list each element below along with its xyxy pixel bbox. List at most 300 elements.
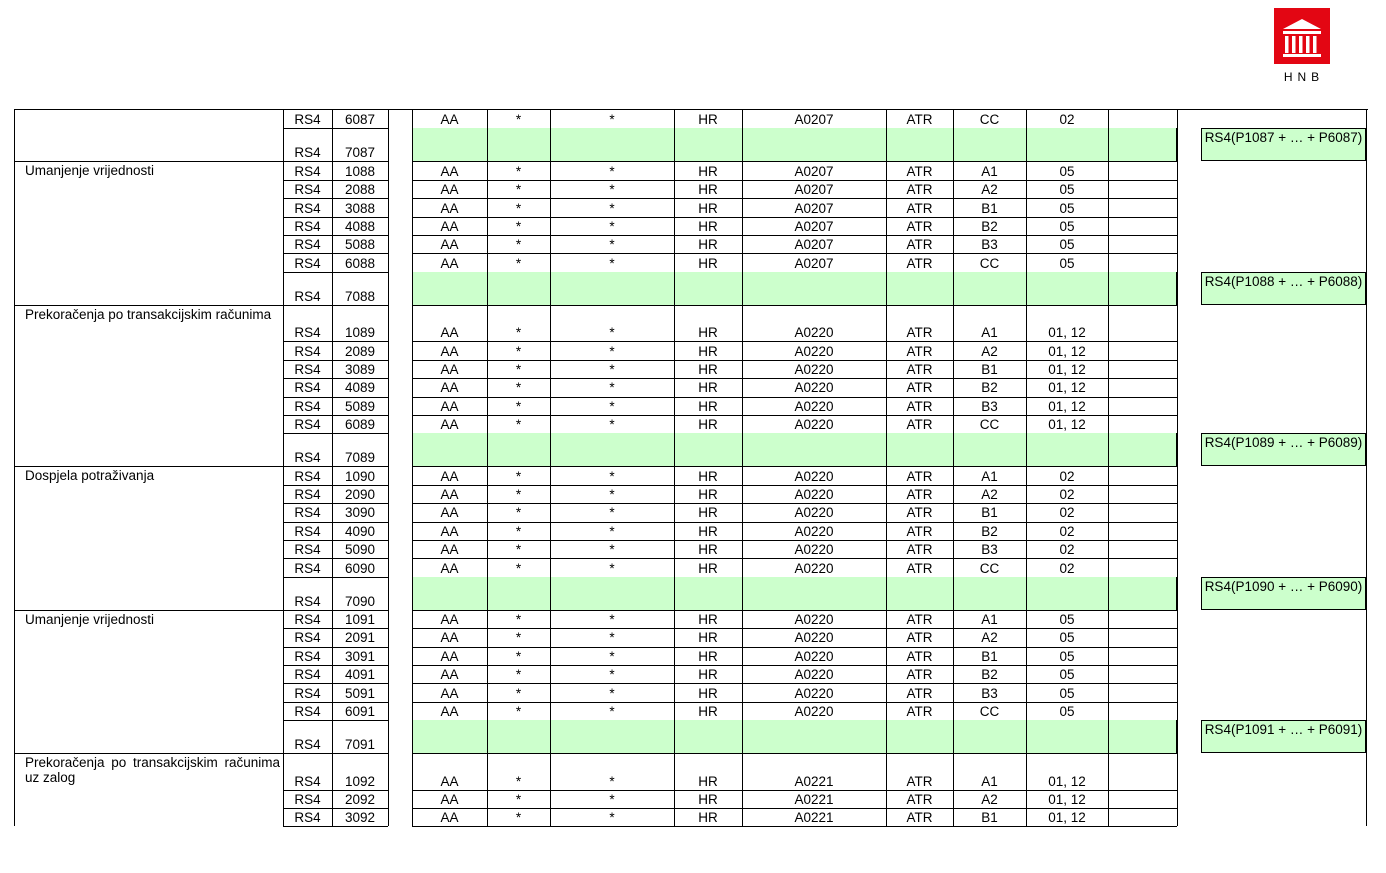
attribute-cell xyxy=(487,558,550,576)
report-code: RS4 xyxy=(294,343,321,359)
report-code-cell xyxy=(283,610,332,628)
attribute-value: * xyxy=(609,648,615,664)
attribute-cell xyxy=(742,647,886,665)
attribute-cell xyxy=(674,466,742,484)
attribute-cell xyxy=(412,665,487,683)
total-row-cell xyxy=(886,433,953,466)
attribute-value: B1 xyxy=(981,505,998,521)
table-vertical-line xyxy=(953,110,954,826)
report-code-cell xyxy=(283,433,332,466)
attribute-cell xyxy=(412,217,487,235)
attribute-cell xyxy=(953,522,1026,540)
attribute-cell xyxy=(1026,378,1108,396)
attribute-cell xyxy=(487,397,550,415)
position-cell xyxy=(332,503,388,521)
attribute-cell xyxy=(953,790,1026,808)
row-group-label xyxy=(14,110,280,161)
total-row-cell xyxy=(886,272,953,305)
attribute-cell xyxy=(487,217,550,235)
attribute-value: HR xyxy=(698,523,718,539)
report-code: RS4 xyxy=(294,593,321,609)
attribute-cell xyxy=(412,503,487,521)
attribute-value: 05 xyxy=(1059,667,1075,683)
attribute-value: A0207 xyxy=(794,112,834,128)
attribute-value: A0220 xyxy=(794,343,834,359)
attribute-cell xyxy=(550,341,674,359)
total-row-cell xyxy=(674,128,742,161)
sum-formula: RS4(P1088 + … + P6088) xyxy=(1201,272,1366,305)
total-row-cell xyxy=(412,577,487,610)
attribute-cell xyxy=(953,808,1026,826)
attribute-value: * xyxy=(609,325,615,341)
report-code-cell xyxy=(283,577,332,610)
attribute-cell xyxy=(1026,540,1108,558)
attribute-cell xyxy=(412,397,487,415)
attribute-value: * xyxy=(609,163,615,179)
table-vertical-line xyxy=(332,110,333,826)
attribute-value: ATR xyxy=(906,612,933,628)
attribute-cell xyxy=(487,360,550,378)
report-code-cell xyxy=(283,628,332,646)
attribute-value: * xyxy=(609,218,615,234)
attribute-value: * xyxy=(515,542,522,558)
attribute-value: * xyxy=(515,704,522,720)
attribute-value: A0221 xyxy=(794,773,834,789)
attribute-value: A2 xyxy=(981,791,998,807)
attribute-cell xyxy=(550,647,674,665)
total-row-cell xyxy=(953,433,1026,466)
attribute-cell xyxy=(412,341,487,359)
attribute-cell xyxy=(550,610,674,628)
attribute-value: AA xyxy=(440,182,459,198)
report-code-cell xyxy=(283,665,332,683)
attribute-cell xyxy=(674,305,742,342)
attribute-cell xyxy=(886,808,953,826)
attribute-value: ATR xyxy=(906,523,933,539)
empty-cell xyxy=(1108,378,1177,396)
empty-cell xyxy=(1108,360,1177,378)
position-cell xyxy=(332,180,388,198)
attribute-value: HR xyxy=(698,200,718,216)
attribute-value: HR xyxy=(698,343,718,359)
attribute-cell xyxy=(674,378,742,396)
attribute-value: A0220 xyxy=(794,468,834,484)
empty-cell xyxy=(1108,235,1177,253)
position-cell xyxy=(332,540,388,558)
attribute-cell xyxy=(487,341,550,359)
attribute-cell xyxy=(953,610,1026,628)
report-code-cell xyxy=(283,683,332,701)
attribute-value: AA xyxy=(440,325,459,341)
total-row-cell xyxy=(550,272,674,305)
attribute-cell xyxy=(742,360,886,378)
attribute-cell xyxy=(953,628,1026,646)
attribute-value: A0220 xyxy=(794,685,834,701)
table-vertical-line xyxy=(674,110,675,826)
position-cell xyxy=(332,433,388,466)
attribute-value: B2 xyxy=(981,218,998,234)
attribute-cell xyxy=(953,558,1026,576)
attribute-cell xyxy=(412,415,487,433)
empty-cell xyxy=(1108,610,1177,628)
attribute-cell xyxy=(412,235,487,253)
attribute-cell xyxy=(487,180,550,198)
attribute-cell xyxy=(953,702,1026,720)
total-row-cell xyxy=(742,272,886,305)
attribute-value: * xyxy=(609,685,615,701)
attribute-cell xyxy=(953,647,1026,665)
attribute-cell xyxy=(1026,503,1108,521)
report-code: RS4 xyxy=(294,398,321,414)
report-code-cell xyxy=(283,720,332,753)
attribute-value: A2 xyxy=(981,343,998,359)
attribute-cell xyxy=(412,161,487,179)
position-number: 4089 xyxy=(344,380,376,396)
attribute-value: AA xyxy=(440,255,459,271)
attribute-value: HR xyxy=(698,773,718,789)
total-row-cell xyxy=(412,128,487,161)
total-row-cell xyxy=(886,128,953,161)
attribute-value: HR xyxy=(698,791,718,807)
attribute-value: HR xyxy=(698,398,718,414)
attribute-cell xyxy=(886,628,953,646)
attribute-cell xyxy=(886,253,953,271)
report-code-cell xyxy=(283,161,332,179)
attribute-cell xyxy=(487,522,550,540)
attribute-cell xyxy=(886,503,953,521)
total-row-cell xyxy=(674,577,742,610)
attribute-value: 01, 12 xyxy=(1048,398,1086,414)
attribute-cell xyxy=(742,665,886,683)
attribute-cell xyxy=(550,466,674,484)
position-number: 6089 xyxy=(344,417,376,433)
attribute-value: B1 xyxy=(981,362,998,378)
attribute-value: A0207 xyxy=(794,255,834,271)
attribute-value: HR xyxy=(698,542,718,558)
attribute-value: * xyxy=(515,505,522,521)
attribute-value: A0220 xyxy=(794,505,834,521)
attribute-value: CC xyxy=(979,112,1000,128)
attribute-cell xyxy=(674,360,742,378)
attribute-value: AA xyxy=(440,667,459,683)
attribute-cell xyxy=(886,558,953,576)
attribute-cell xyxy=(412,753,487,790)
attribute-value: 02 xyxy=(1059,487,1075,503)
attribute-cell xyxy=(742,110,886,128)
position-cell xyxy=(332,161,388,179)
position-cell xyxy=(332,217,388,235)
attribute-cell xyxy=(1026,558,1108,576)
report-code: RS4 xyxy=(294,288,321,304)
attribute-cell xyxy=(487,161,550,179)
attribute-cell xyxy=(953,397,1026,415)
empty-cell xyxy=(1108,198,1177,216)
attribute-value: ATR xyxy=(906,487,933,503)
position-cell xyxy=(332,753,388,790)
attribute-value: A1 xyxy=(981,612,998,628)
attribute-cell xyxy=(1026,161,1108,179)
attribute-cell xyxy=(953,180,1026,198)
report-code: RS4 xyxy=(294,505,321,521)
sum-formula: RS4(P1087 + … + P6087) xyxy=(1201,128,1366,161)
attribute-cell xyxy=(953,161,1026,179)
attribute-value: A0220 xyxy=(794,487,834,503)
total-row-cell xyxy=(412,272,487,305)
attribute-cell xyxy=(742,378,886,396)
attribute-value: 01, 12 xyxy=(1048,791,1086,807)
attribute-cell xyxy=(487,683,550,701)
attribute-value: A0207 xyxy=(794,237,834,253)
report-code-cell xyxy=(283,415,332,433)
empty-cell xyxy=(1108,415,1177,433)
total-row-cell xyxy=(886,577,953,610)
empty-cell xyxy=(1108,110,1177,128)
attribute-cell xyxy=(953,253,1026,271)
attribute-cell xyxy=(953,110,1026,128)
report-code-cell xyxy=(283,540,332,558)
attribute-cell xyxy=(674,198,742,216)
attribute-cell xyxy=(742,397,886,415)
report-code-cell xyxy=(283,558,332,576)
attribute-value: ATR xyxy=(906,343,933,359)
attribute-cell xyxy=(412,647,487,665)
attribute-value: HR xyxy=(698,560,718,576)
position-cell xyxy=(332,305,388,342)
attribute-cell xyxy=(550,683,674,701)
position-number: 7088 xyxy=(344,288,376,304)
attribute-value: ATR xyxy=(906,182,933,198)
attribute-value: * xyxy=(609,255,615,271)
total-row-cell xyxy=(742,433,886,466)
position-number: 4088 xyxy=(344,218,376,234)
position-cell xyxy=(332,235,388,253)
attribute-value: A0220 xyxy=(794,362,834,378)
position-cell xyxy=(332,808,388,826)
position-number: 5088 xyxy=(344,237,376,253)
attribute-value: HR xyxy=(698,182,718,198)
empty-cell xyxy=(1108,540,1177,558)
attribute-cell xyxy=(412,253,487,271)
attribute-cell xyxy=(1026,253,1108,271)
report-code: RS4 xyxy=(294,704,321,720)
position-number: 6090 xyxy=(344,560,376,576)
attribute-value: * xyxy=(609,523,615,539)
attribute-value: AA xyxy=(440,791,459,807)
attribute-cell xyxy=(487,540,550,558)
attribute-value: * xyxy=(515,362,522,378)
attribute-value: 01, 12 xyxy=(1048,362,1086,378)
attribute-value: * xyxy=(609,505,615,521)
total-row-cell xyxy=(487,577,550,610)
empty-cell xyxy=(1108,161,1177,179)
sum-formula: RS4(P1089 + … + P6089) xyxy=(1201,433,1366,466)
report-code: RS4 xyxy=(294,685,321,701)
attribute-value: 01, 12 xyxy=(1048,343,1086,359)
attribute-value: * xyxy=(515,112,522,128)
attribute-cell xyxy=(886,161,953,179)
report-code-cell xyxy=(283,272,332,305)
position-number: 4091 xyxy=(344,667,376,683)
attribute-cell xyxy=(674,217,742,235)
position-number: 7087 xyxy=(344,145,376,161)
attribute-value: A1 xyxy=(981,468,998,484)
attribute-cell xyxy=(742,522,886,540)
total-row-cell xyxy=(412,720,487,753)
position-number: 2092 xyxy=(344,791,376,807)
attribute-value: CC xyxy=(979,417,1000,433)
attribute-cell xyxy=(412,808,487,826)
attribute-cell xyxy=(487,647,550,665)
report-code: RS4 xyxy=(294,200,321,216)
report-code: RS4 xyxy=(294,560,321,576)
attribute-cell xyxy=(550,702,674,720)
attribute-value: 01, 12 xyxy=(1048,325,1086,341)
report-code: RS4 xyxy=(294,810,321,826)
attribute-cell xyxy=(742,683,886,701)
attribute-cell xyxy=(412,305,487,342)
position-number: 6088 xyxy=(344,255,376,271)
attribute-cell xyxy=(742,253,886,271)
attribute-value: A0220 xyxy=(794,325,834,341)
attribute-value: 05 xyxy=(1059,704,1075,720)
attribute-cell xyxy=(674,665,742,683)
position-number: 2088 xyxy=(344,182,376,198)
attribute-value: 01, 12 xyxy=(1048,810,1086,826)
attribute-value: AA xyxy=(440,163,459,179)
attribute-value: AA xyxy=(440,560,459,576)
attribute-value: 02 xyxy=(1059,523,1075,539)
attribute-value: * xyxy=(515,791,522,807)
empty-cell xyxy=(1108,808,1177,826)
table-vertical-line xyxy=(412,110,413,826)
attribute-cell xyxy=(742,540,886,558)
attribute-value: 02 xyxy=(1059,112,1075,128)
attribute-cell xyxy=(674,341,742,359)
attribute-value: * xyxy=(609,612,615,628)
report-code-cell xyxy=(283,647,332,665)
attribute-cell xyxy=(1026,180,1108,198)
attribute-cell xyxy=(886,180,953,198)
empty-cell xyxy=(1108,753,1177,790)
attribute-value: HR xyxy=(698,468,718,484)
total-row-cell xyxy=(550,433,674,466)
attribute-value: A1 xyxy=(981,325,998,341)
report-code-cell xyxy=(283,503,332,521)
report-code: RS4 xyxy=(294,648,321,664)
attribute-value: CC xyxy=(979,704,1000,720)
position-number: 5091 xyxy=(344,685,376,701)
attribute-cell xyxy=(674,753,742,790)
attribute-value: AA xyxy=(440,487,459,503)
position-cell xyxy=(332,683,388,701)
attribute-cell xyxy=(886,522,953,540)
row-group-label: Prekoračenja po transakcijskim računima uz zalog xyxy=(25,755,280,786)
row-group-label: Prekoračenja po transakcijskim računima xyxy=(25,306,272,322)
total-row-cell xyxy=(1108,720,1177,753)
total-row-cell xyxy=(953,577,1026,610)
attribute-value: A0207 xyxy=(794,200,834,216)
attribute-cell xyxy=(1026,610,1108,628)
position-number: 5089 xyxy=(344,398,376,414)
attribute-cell xyxy=(953,235,1026,253)
attribute-cell xyxy=(886,790,953,808)
attribute-value: ATR xyxy=(906,773,933,789)
attribute-value: CC xyxy=(979,255,1000,271)
table-gridline xyxy=(412,826,1177,827)
row-group-label: Umanjenje vrijednosti xyxy=(25,611,155,627)
attribute-value: * xyxy=(515,398,522,414)
table-vertical-line xyxy=(1108,110,1109,826)
total-row-cell xyxy=(1026,577,1108,610)
attribute-value: 01, 12 xyxy=(1048,380,1086,396)
table-vertical-line xyxy=(1177,110,1178,826)
attribute-cell xyxy=(550,397,674,415)
report-code-cell xyxy=(283,790,332,808)
report-code-cell xyxy=(283,753,332,790)
attribute-cell xyxy=(487,253,550,271)
report-code-cell xyxy=(283,305,332,342)
attribute-cell xyxy=(487,378,550,396)
attribute-value: 05 xyxy=(1059,218,1075,234)
attribute-cell xyxy=(1026,217,1108,235)
attribute-cell xyxy=(487,415,550,433)
attribute-cell xyxy=(953,540,1026,558)
report-code: RS4 xyxy=(294,255,321,271)
report-code: RS4 xyxy=(294,417,321,433)
report-code: RS4 xyxy=(294,667,321,683)
attribute-cell xyxy=(674,610,742,628)
empty-cell xyxy=(1108,628,1177,646)
attribute-cell xyxy=(742,217,886,235)
attribute-value: * xyxy=(515,560,522,576)
attribute-value: * xyxy=(515,380,522,396)
position-number: 6091 xyxy=(344,704,376,720)
attribute-value: A0220 xyxy=(794,542,834,558)
attribute-value: AA xyxy=(440,523,459,539)
attribute-cell xyxy=(1026,415,1108,433)
position-number: 2091 xyxy=(344,630,376,646)
empty-cell xyxy=(1108,466,1177,484)
position-cell xyxy=(332,558,388,576)
report-code-cell xyxy=(283,522,332,540)
attribute-value: AA xyxy=(440,200,459,216)
attribute-cell xyxy=(412,522,487,540)
attribute-value: HR xyxy=(698,218,718,234)
position-number: 7090 xyxy=(344,593,376,609)
attribute-cell xyxy=(674,683,742,701)
attribute-cell xyxy=(1026,628,1108,646)
attribute-value: A0220 xyxy=(794,612,834,628)
position-number: 3092 xyxy=(344,810,376,826)
attribute-cell xyxy=(742,485,886,503)
position-number: 1091 xyxy=(344,612,376,628)
attribute-value: B2 xyxy=(981,667,998,683)
attribute-cell xyxy=(487,610,550,628)
attribute-value: ATR xyxy=(906,791,933,807)
attribute-value: 02 xyxy=(1059,468,1075,484)
attribute-value: * xyxy=(609,487,615,503)
total-row-cell xyxy=(412,433,487,466)
attribute-cell xyxy=(412,628,487,646)
attribute-cell xyxy=(742,198,886,216)
attribute-cell xyxy=(412,702,487,720)
attribute-cell xyxy=(674,235,742,253)
attribute-value: ATR xyxy=(906,630,933,646)
attribute-value: HR xyxy=(698,667,718,683)
attribute-cell xyxy=(742,628,886,646)
empty-cell xyxy=(1108,790,1177,808)
attribute-cell xyxy=(550,161,674,179)
